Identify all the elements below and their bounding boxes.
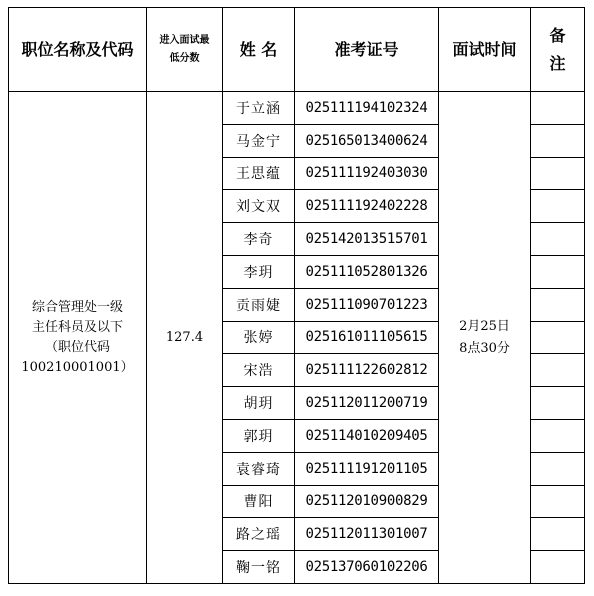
- ticket-number: 025137060102206: [295, 551, 439, 584]
- candidate-name: 于立涵: [223, 92, 295, 125]
- ticket-number: 025165013400624: [295, 124, 439, 157]
- min-score-cell: 127.4: [147, 92, 223, 584]
- remarks-cell: [531, 419, 585, 452]
- ticket-number: 025111194102324: [295, 92, 439, 125]
- ticket-number: 025111191201105: [295, 452, 439, 485]
- position-line: （职位代码: [44, 339, 110, 355]
- remarks-cell: [531, 551, 585, 584]
- candidate-name: 李奇: [223, 223, 295, 256]
- remarks-cell: [531, 288, 585, 321]
- remarks-cell: [531, 190, 585, 223]
- header-ticket: 准考证号: [295, 8, 439, 92]
- remarks-cell: [531, 321, 585, 354]
- candidate-name: 马金宁: [223, 124, 295, 157]
- header-position: 职位名称及代码: [9, 8, 147, 92]
- interview-time-line: 2月25日: [459, 318, 510, 334]
- remarks-cell: [531, 354, 585, 387]
- header-min-score: 进入面试最低分数: [147, 8, 223, 92]
- remarks-cell: [531, 255, 585, 288]
- candidate-name: 路之瑶: [223, 518, 295, 551]
- interview-list-table: [8, 7, 585, 584]
- candidate-name: 王思蕴: [223, 157, 295, 190]
- remarks-cell: [531, 223, 585, 256]
- position-line: 综合管理处一级: [31, 299, 123, 315]
- remarks-cell: [531, 124, 585, 157]
- remarks-cell: [531, 157, 585, 190]
- ticket-number: 025112011301007: [295, 518, 439, 551]
- ticket-number: 025111090701223: [295, 288, 439, 321]
- header-remarks: 备注: [531, 8, 585, 92]
- ticket-number: 025111192403030: [295, 157, 439, 190]
- position-line: 主任科员及以下: [31, 319, 123, 335]
- candidate-name: 袁睿琦: [223, 452, 295, 485]
- candidate-name: 李玥: [223, 255, 295, 288]
- ticket-number: 025111122602812: [295, 354, 439, 387]
- candidate-name: 郭玥: [223, 419, 295, 452]
- position-cell: [9, 92, 147, 584]
- position-line: 100210001001）: [21, 359, 134, 375]
- remarks-cell: [531, 92, 585, 125]
- ticket-number: 025111052801326: [295, 255, 439, 288]
- ticket-number: 025142013515701: [295, 223, 439, 256]
- header-interview-time: 面试时间: [439, 8, 531, 92]
- header-row: [9, 8, 585, 92]
- candidate-name: 鞠一铭: [223, 551, 295, 584]
- candidate-name: 宋浩: [223, 354, 295, 387]
- candidate-name: 张婷: [223, 321, 295, 354]
- remarks-cell: [531, 518, 585, 551]
- remarks-cell: [531, 387, 585, 420]
- candidate-name: 胡玥: [223, 387, 295, 420]
- ticket-number: 025112010900829: [295, 485, 439, 518]
- ticket-number: 025161011105615: [295, 321, 439, 354]
- interview-time-cell: [439, 92, 531, 584]
- interview-time-line: 8点30分: [459, 340, 510, 356]
- header-name: 姓 名: [223, 8, 295, 92]
- candidate-name: 刘文双: [223, 190, 295, 223]
- ticket-number: 025114010209405: [295, 419, 439, 452]
- candidate-name: 贡雨婕: [223, 288, 295, 321]
- table-row: [9, 92, 585, 125]
- ticket-number: 025111192402228: [295, 190, 439, 223]
- remarks-cell: [531, 485, 585, 518]
- candidate-name: 曹阳: [223, 485, 295, 518]
- ticket-number: 025112011200719: [295, 387, 439, 420]
- remarks-cell: [531, 452, 585, 485]
